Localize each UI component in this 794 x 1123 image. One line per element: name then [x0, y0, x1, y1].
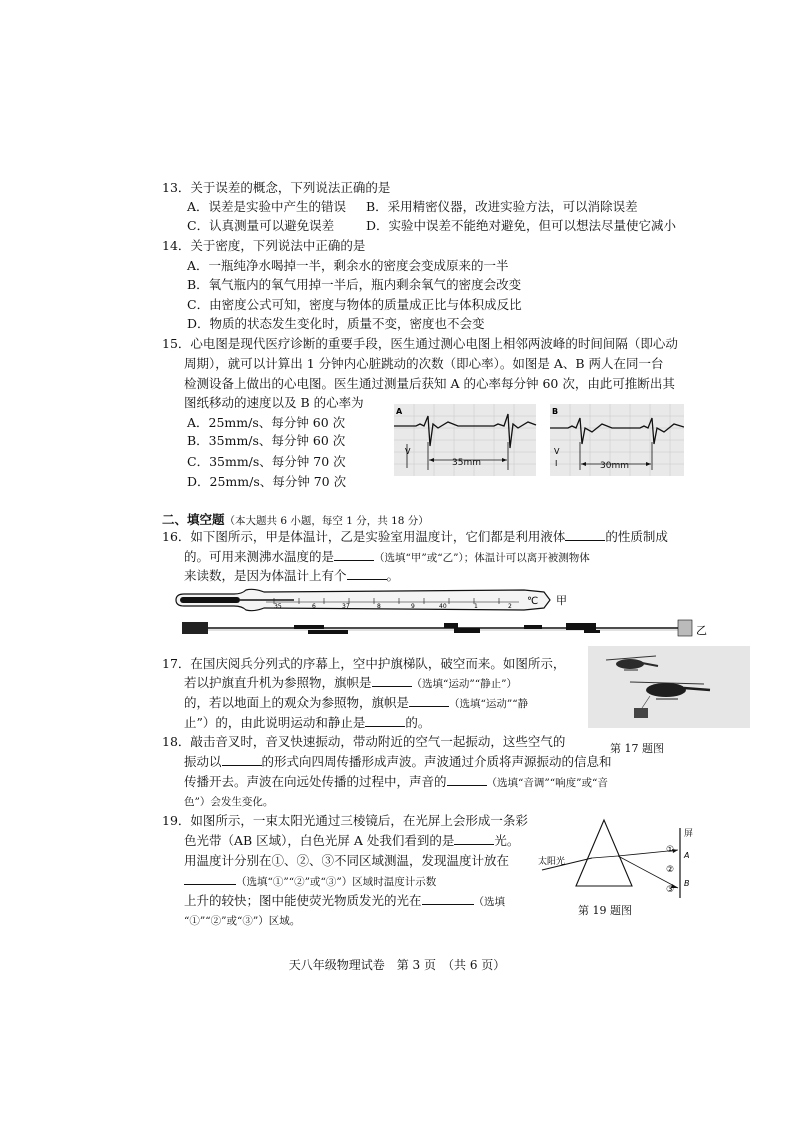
tick-35: 35 [274, 603, 282, 610]
q17-text-2b: （选填“运动”“静止”） [411, 678, 517, 690]
point-a-label: A [684, 851, 690, 860]
q15-option-c: C．35mm/s、每分钟 70 次 [187, 454, 346, 469]
q16-text-1a: 16．如下图所示，甲是体温计，乙是实验室用温度计，它们都是利用液体 [162, 529, 566, 544]
q14-stem: 14．关于密度，下列说法中正确的是 [162, 238, 366, 253]
lab-thermometer [182, 620, 707, 637]
q13-stem: 13．关于误差的概念，下列说法正确的是 [162, 180, 391, 195]
page-footer: 天八年级物理试卷 第 3 页 （共 6 页） [288, 958, 506, 972]
q19-text-5a: 上升的较快；图中能使荧光物质发光的光在 [184, 893, 422, 908]
q17-blank-3[interactable] [365, 714, 405, 727]
q16-blank-2[interactable] [334, 548, 374, 561]
q17-blank-2[interactable] [409, 694, 449, 707]
section-title: 二、填空题 [162, 512, 225, 527]
ecg-b-panel [550, 404, 684, 476]
q18-text-3a: 传播开去。声波在向远处传播的过程中，声音的 [184, 774, 447, 789]
tick-2: 2 [508, 603, 512, 610]
q19-blank-2[interactable] [184, 872, 236, 885]
celsius-unit: ℃ [527, 596, 539, 607]
tick-9: 9 [411, 603, 415, 610]
q16-text-1b: 的性质制成 [605, 529, 668, 544]
q19-caption: 第 19 题图 [578, 904, 632, 917]
q14-option-c: C．由密度公式可知，密度与物体的质量成正比与体积成反比 [187, 297, 522, 312]
q15-option-a: A．25mm/s、每分钟 60 次 [187, 415, 346, 430]
region-2-label: ② [666, 865, 675, 875]
q19-line5 [184, 892, 505, 911]
q17-line4 [184, 714, 430, 732]
flag-icon [634, 708, 648, 718]
q17-text-4a: 止”）的，由此说明运动和静止是 [184, 715, 366, 730]
q16-text-2b: （选填“甲”或“乙”）；体温计可以离开被测物体 [374, 552, 590, 564]
q18-text-2b: 的形式向四周传播形成声波。声波通过介质将声源振动的信息和 [261, 754, 612, 769]
q18-line4: 色”）会发生变化。 [184, 796, 274, 808]
q17-line1: 17．在国庆阅兵分列式的序幕上，空中护旗梯队，破空而来。如图所示， [162, 656, 566, 671]
q13-option-a: A．误差是实验中产生的错误 [187, 199, 347, 214]
q15-line2: 周期），就可以计算出 1 分钟内心脏跳动的次数（即心率）。如图是 A、B 两人在同一台 [184, 356, 664, 371]
q18-blank-1[interactable] [222, 753, 262, 766]
ecg-a-panel [394, 404, 536, 476]
ecg-b-v-label: V [554, 447, 560, 456]
ecg-b-label: B [552, 407, 559, 416]
q15-line4: 图纸移动的速度以及 B 的心率为 [184, 395, 364, 410]
q15-option-b: B．35mm/s、每分钟 60 次 [187, 433, 346, 448]
helicopter-photo [588, 646, 750, 728]
q16-line3 [184, 567, 399, 585]
q17-line2 [184, 674, 517, 693]
q18-blank-2[interactable] [447, 773, 487, 786]
q18-line2 [184, 753, 612, 771]
ecg-a-v-label: V [405, 447, 411, 456]
q16-text-3b: 。 [386, 568, 400, 583]
thermometers-figure [174, 588, 714, 640]
q16-line1 [162, 528, 668, 546]
tick-37: 37 [342, 603, 350, 610]
q15-option-d: D．25mm/s、每分钟 70 次 [187, 474, 347, 489]
tick-6: 6 [312, 603, 316, 610]
q17-text-2a: 若以护旗直升机为参照物，旗帜是 [184, 675, 372, 690]
q16-line2 [184, 548, 590, 567]
q15-line3: 检测设备上做出的心电图。医生通过测量后获知 A 的心率每分钟 60 次，由此可推断出其 [184, 376, 675, 391]
q19-text-2b: 光。 [494, 833, 520, 848]
q19-blank-1[interactable] [454, 832, 494, 845]
q16-text-2a: 的。可用来测沸水温度的是 [184, 549, 335, 564]
q18-text-2a: 振动以 [184, 754, 222, 769]
q19-line4 [184, 872, 436, 891]
tick-8: 8 [377, 603, 381, 610]
q14-option-b: B．氧气瓶内的氧气用掉一半后，瓶内剩余氧气的密度会改变 [187, 277, 522, 292]
q17-line3 [184, 694, 528, 713]
q17-caption: 第 17 题图 [610, 742, 664, 755]
tick-40: 40 [439, 603, 447, 610]
q19-text-5b: （选填 [473, 896, 506, 908]
ecg-figure [394, 402, 684, 480]
q19-line6: “①”“②”或“③”）区域。 [184, 915, 301, 927]
clinical-thermometer [176, 589, 567, 610]
q18-line1: 18．敲击音叉时，音叉快速振动，带动附近的空气一起振动，这些空气的 [162, 734, 566, 749]
ecg-b-i-label: I [555, 459, 558, 468]
sunlight-label: 太阳光 [538, 857, 566, 867]
q15-line1: 15．心电图是现代医疗诊断的重要手段，医生通过测心电图上相邻两波峰的时间间隔（即心动 [162, 336, 678, 351]
region-1-label: ① [666, 845, 675, 855]
q17-text-3a: 的，若以地面上的观众为参照物，旗帜是 [184, 695, 410, 710]
q13-option-c: C．认真测量可以避免误差 [187, 218, 335, 233]
q18-text-3b: （选填“音调”“响度”或“音 [486, 777, 608, 789]
point-b-label: B [684, 879, 690, 888]
q16-blank-3[interactable] [347, 567, 387, 580]
screen-label: 屏 [684, 829, 694, 839]
prism-figure [538, 818, 698, 902]
q19-blank-3[interactable] [422, 892, 474, 905]
q17-text-4b: 的。 [405, 715, 431, 730]
section-note: （本大题共 6 小题，每空 1 分，共 18 分） [224, 515, 429, 527]
q19-text-4b: （选填“①”“②”或“③”）区域时温度计示数 [236, 876, 437, 888]
q19-line3: 用温度计分别在①、②、③不同区域测温，发现温度计放在 [184, 853, 510, 868]
prism-shape [576, 820, 632, 886]
ecg-a-distance: 35mm [452, 458, 481, 468]
q14-option-d: D．物质的状态发生变化时，质量不变，密度也不会变 [187, 316, 485, 331]
tick-1: 1 [474, 603, 478, 610]
q13-option-d: D．实验中误差不能绝对避免，但可以想法尽量使它减小 [366, 218, 677, 233]
q17-text-3b: （选填“运动”“静 [449, 698, 529, 710]
q13-option-b: B．采用精密仪器，改进实验方法，可以消除误差 [366, 199, 638, 214]
q18-line3 [184, 773, 608, 792]
label-yi: 乙 [696, 624, 707, 637]
label-jia: 甲 [556, 594, 567, 607]
q14-option-a: A．一瓶纯净水喝掉一半，剩余水的密度会变成原来的一半 [187, 258, 509, 273]
q16-text-3a: 来读数，是因为体温计上有个 [184, 568, 347, 583]
q17-blank-1[interactable] [372, 674, 412, 687]
ecg-b-distance: 30mm [600, 461, 629, 471]
q16-blank-1[interactable] [565, 528, 605, 541]
region-3-label: ③ [666, 885, 675, 895]
ecg-a-label: A [396, 407, 403, 416]
q19-line1: 19．如图所示，一束太阳光通过三棱镜后，在光屏上会形成一条彩 [162, 813, 528, 828]
q19-text-2a: 色光带（AB 区域），白色光屏 A 处我们看到的是 [184, 833, 455, 848]
q19-line2 [184, 832, 519, 850]
